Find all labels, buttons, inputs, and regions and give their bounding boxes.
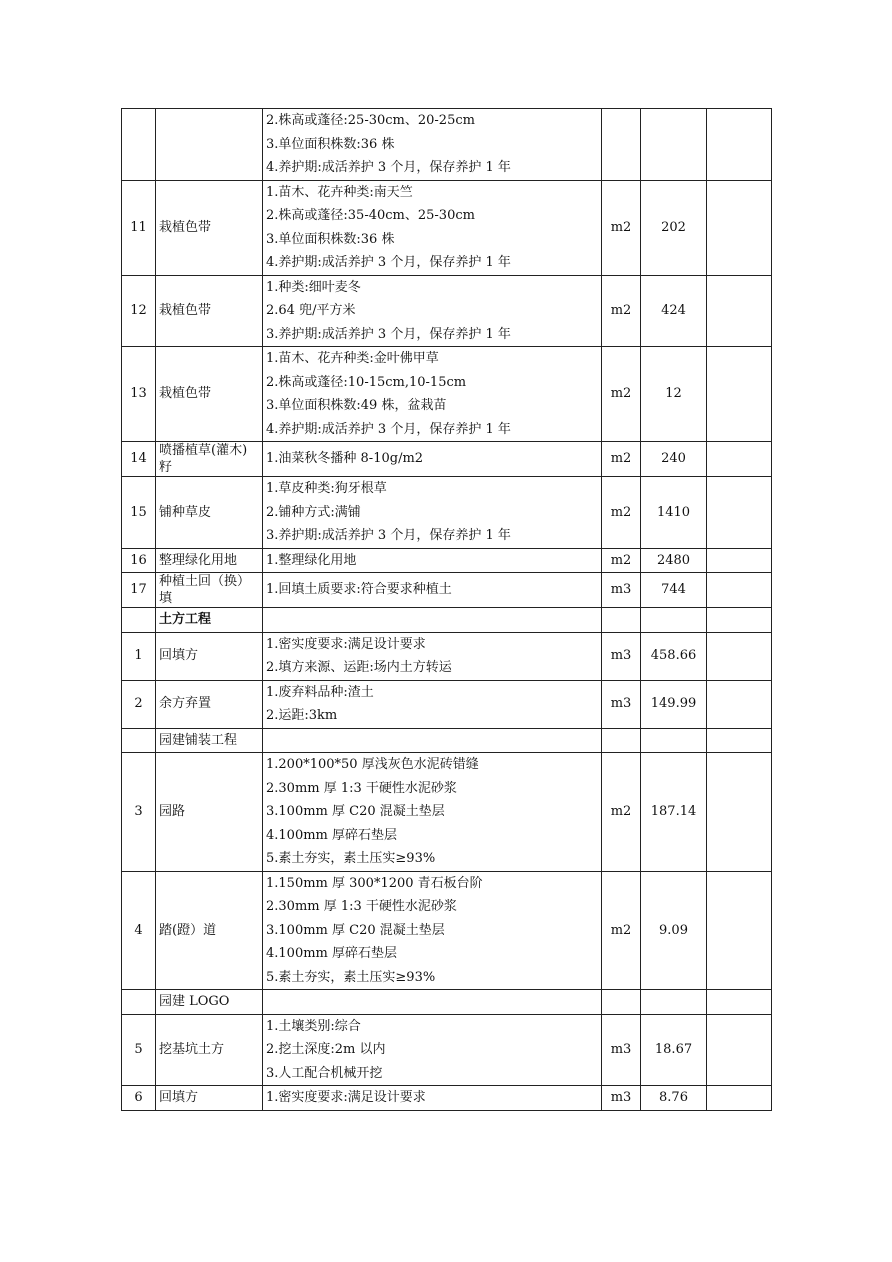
quantity-cell — [641, 728, 707, 753]
quantity-cell: 12 — [641, 347, 707, 442]
table-row — [122, 442, 772, 477]
description-line: 2.填方来源、运距:场内土方转运 — [266, 660, 452, 675]
row-number: 11 — [122, 180, 156, 275]
item-name: 回填方 — [156, 1086, 263, 1111]
section-row — [122, 608, 772, 633]
description-line: 2.64 兜/平方米 — [266, 303, 356, 318]
remark-cell — [707, 442, 772, 477]
description-line: 5.素土夯实，素土压实≥93% — [266, 851, 436, 866]
item-name: 栽植色带 — [156, 275, 263, 347]
description-line: 4.100mm 厚碎石垫层 — [266, 946, 398, 961]
description-line: 3.养护期:成活养护 3 个月，保存养护 1 年 — [266, 326, 511, 342]
unit-cell: m2 — [602, 753, 641, 872]
table-row — [122, 180, 772, 275]
section-title: 园建 LOGO — [156, 990, 263, 1015]
item-description — [263, 573, 602, 608]
row-number — [122, 608, 156, 633]
row-number: 12 — [122, 275, 156, 347]
quantity-cell: 424 — [641, 275, 707, 347]
item-name: 踏(蹬）道 — [156, 871, 263, 990]
table-row — [122, 871, 772, 990]
remark-cell — [707, 109, 772, 181]
description-line: 1.200*100*50 厚浅灰色水泥砖错缝 — [266, 757, 479, 772]
description-line: 4.养护期:成活养护 3 个月，保存养护 1 年 — [266, 421, 511, 437]
unit-cell: m3 — [602, 632, 641, 680]
quantity-cell: 1410 — [641, 477, 707, 549]
unit-cell: m2 — [602, 548, 641, 573]
item-description — [263, 632, 602, 680]
quantity-cell: 8.76 — [641, 1086, 707, 1111]
table-row — [122, 548, 772, 573]
item-name: 挖基坑土方 — [156, 1014, 263, 1086]
description-line: 1.苗木、花卉种类:南天竺 — [266, 184, 413, 200]
description-line: 5.素土夯实，素土压实≥93% — [266, 969, 436, 985]
unit-cell: m3 — [602, 1014, 641, 1086]
item-description — [263, 871, 602, 990]
row-number: 16 — [122, 548, 156, 573]
table-row — [122, 573, 772, 608]
description-line: 2.株高或蓬径:35-40cm、25-30cm — [266, 208, 475, 223]
item-name: 回填方 — [156, 632, 263, 680]
description-line: 2.30mm 厚 1:3 干硬性水泥砂浆 — [266, 780, 457, 796]
description-line: 2.挖土深度:2m 以内 — [266, 1042, 386, 1057]
unit-cell: m2 — [602, 180, 641, 275]
description-line: 1.油菜秋冬播种 8-10g/m2 — [266, 451, 424, 467]
unit-cell — [602, 608, 641, 633]
item-description — [263, 728, 602, 753]
row-number — [122, 109, 156, 181]
description-line: 1.种类:细叶麦冬 — [266, 279, 361, 295]
item-description — [263, 275, 602, 347]
item-name: 园路 — [156, 753, 263, 872]
table-body — [122, 109, 772, 1111]
table-row — [122, 347, 772, 442]
unit-cell: m2 — [602, 275, 641, 347]
description-line: 3.100mm 厚 C20 混凝土垫层 — [266, 804, 445, 819]
quantity-cell: 187.14 — [641, 753, 707, 872]
unit-cell — [602, 990, 641, 1015]
description-line: 2.株高或蓬径:10-15cm,10-15cm — [266, 374, 467, 390]
description-line: 3.100mm 厚 C20 混凝土垫层 — [266, 922, 445, 938]
row-number: 15 — [122, 477, 156, 549]
remark-cell — [707, 275, 772, 347]
quantity-cell: 744 — [641, 573, 707, 608]
table-row — [122, 275, 772, 347]
unit-cell — [602, 728, 641, 753]
table-row — [122, 753, 772, 872]
description-line: 1.苗木、花卉种类:金叶佛甲草 — [266, 351, 439, 366]
remark-cell — [707, 753, 772, 872]
remark-cell — [707, 871, 772, 990]
section-title: 土方工程 — [156, 608, 263, 633]
item-description — [263, 347, 602, 442]
item-name: 种植土回（换）填 — [156, 573, 263, 608]
description-line: 2.株高或蓬径:25-30cm、20-25cm — [266, 113, 475, 128]
remark-cell — [707, 1086, 772, 1111]
description-line: 3.人工配合机械开挖 — [266, 1065, 383, 1081]
row-number — [122, 990, 156, 1015]
section-title: 园建铺装工程 — [156, 728, 263, 753]
quantity-cell: 9.09 — [641, 871, 707, 990]
quantity-cell — [641, 990, 707, 1015]
item-name: 铺种草皮 — [156, 477, 263, 549]
item-name: 栽植色带 — [156, 180, 263, 275]
table-row — [122, 632, 772, 680]
remark-cell — [707, 347, 772, 442]
description-line: 2.30mm 厚 1:3 干硬性水泥砂浆 — [266, 899, 457, 914]
row-number: 17 — [122, 573, 156, 608]
unit-cell: m2 — [602, 347, 641, 442]
description-line: 4.养护期:成活养护 3 个月，保存养护 1 年 — [266, 160, 511, 175]
quantity-cell: 149.99 — [641, 680, 707, 728]
unit-cell: m3 — [602, 680, 641, 728]
item-description — [263, 608, 602, 633]
row-number: 1 — [122, 632, 156, 680]
unit-cell: m2 — [602, 442, 641, 477]
description-line: 1.土壤类别:综合 — [266, 1018, 361, 1034]
description-line: 3.单位面积株数:49 株，盆栽苗 — [266, 398, 447, 413]
section-row — [122, 728, 772, 753]
remark-cell — [707, 548, 772, 573]
quantity-cell — [641, 608, 707, 633]
item-description — [263, 109, 602, 181]
unit-cell: m3 — [602, 1086, 641, 1111]
description-line: 1.150mm 厚 300*1200 青石板台阶 — [266, 875, 483, 891]
remark-cell — [707, 990, 772, 1015]
quantity-cell: 458.66 — [641, 632, 707, 680]
quantity-cell: 18.67 — [641, 1014, 707, 1086]
remark-cell — [707, 728, 772, 753]
item-description — [263, 180, 602, 275]
description-line: 3.养护期:成活养护 3 个月，保存养护 1 年 — [266, 528, 511, 543]
item-description — [263, 1014, 602, 1086]
row-number: 13 — [122, 347, 156, 442]
description-line: 2.运距:3km — [266, 708, 338, 723]
description-line: 4.100mm 厚碎石垫层 — [266, 827, 398, 843]
description-line: 3.单位面积株数:36 株 — [266, 136, 395, 152]
item-description — [263, 548, 602, 573]
item-name: 栽植色带 — [156, 347, 263, 442]
table-row — [122, 680, 772, 728]
row-number: 4 — [122, 871, 156, 990]
item-description — [263, 477, 602, 549]
description-line: 2.铺种方式:满铺 — [266, 504, 361, 520]
remark-cell — [707, 1014, 772, 1086]
row-number: 6 — [122, 1086, 156, 1111]
row-number: 5 — [122, 1014, 156, 1086]
description-line: 1.回填土质要求:符合要求种植土 — [266, 582, 452, 598]
row-number: 3 — [122, 753, 156, 872]
remark-cell — [707, 477, 772, 549]
table-row — [122, 1014, 772, 1086]
description-line: 4.养护期:成活养护 3 个月，保存养护 1 年 — [266, 255, 511, 270]
item-description — [263, 753, 602, 872]
section-row — [122, 990, 772, 1015]
row-number — [122, 728, 156, 753]
remark-cell — [707, 573, 772, 608]
item-name: 喷播植草(灌木)籽 — [156, 442, 263, 477]
quantity-cell: 240 — [641, 442, 707, 477]
item-name: 整理绿化用地 — [156, 548, 263, 573]
remark-cell — [707, 680, 772, 728]
table-row — [122, 1086, 772, 1111]
description-line: 1.密实度要求:满足设计要求 — [266, 636, 426, 652]
row-number: 14 — [122, 442, 156, 477]
unit-cell: m3 — [602, 573, 641, 608]
row-number: 2 — [122, 680, 156, 728]
remark-cell — [707, 608, 772, 633]
unit-cell: m2 — [602, 871, 641, 990]
item-description — [263, 680, 602, 728]
quantity-cell: 2480 — [641, 548, 707, 573]
item-name — [156, 109, 263, 181]
description-line: 1.密实度要求:满足设计要求 — [266, 1090, 426, 1105]
quantity-cell — [641, 109, 707, 181]
unit-cell: m2 — [602, 477, 641, 549]
description-line: 1.废弃料品种:渣土 — [266, 684, 374, 700]
remark-cell — [707, 632, 772, 680]
unit-cell — [602, 109, 641, 181]
table-row — [122, 109, 772, 181]
description-line: 1.草皮种类:狗牙根草 — [266, 481, 387, 496]
table-row — [122, 477, 772, 549]
item-description — [263, 442, 602, 477]
item-description — [263, 990, 602, 1015]
quantity-cell: 202 — [641, 180, 707, 275]
bill-of-quantities-table — [121, 108, 772, 1111]
description-line: 3.单位面积株数:36 株 — [266, 231, 395, 247]
remark-cell — [707, 180, 772, 275]
description-line: 1.整理绿化用地 — [266, 552, 357, 568]
item-name: 余方弃置 — [156, 680, 263, 728]
item-description — [263, 1086, 602, 1111]
